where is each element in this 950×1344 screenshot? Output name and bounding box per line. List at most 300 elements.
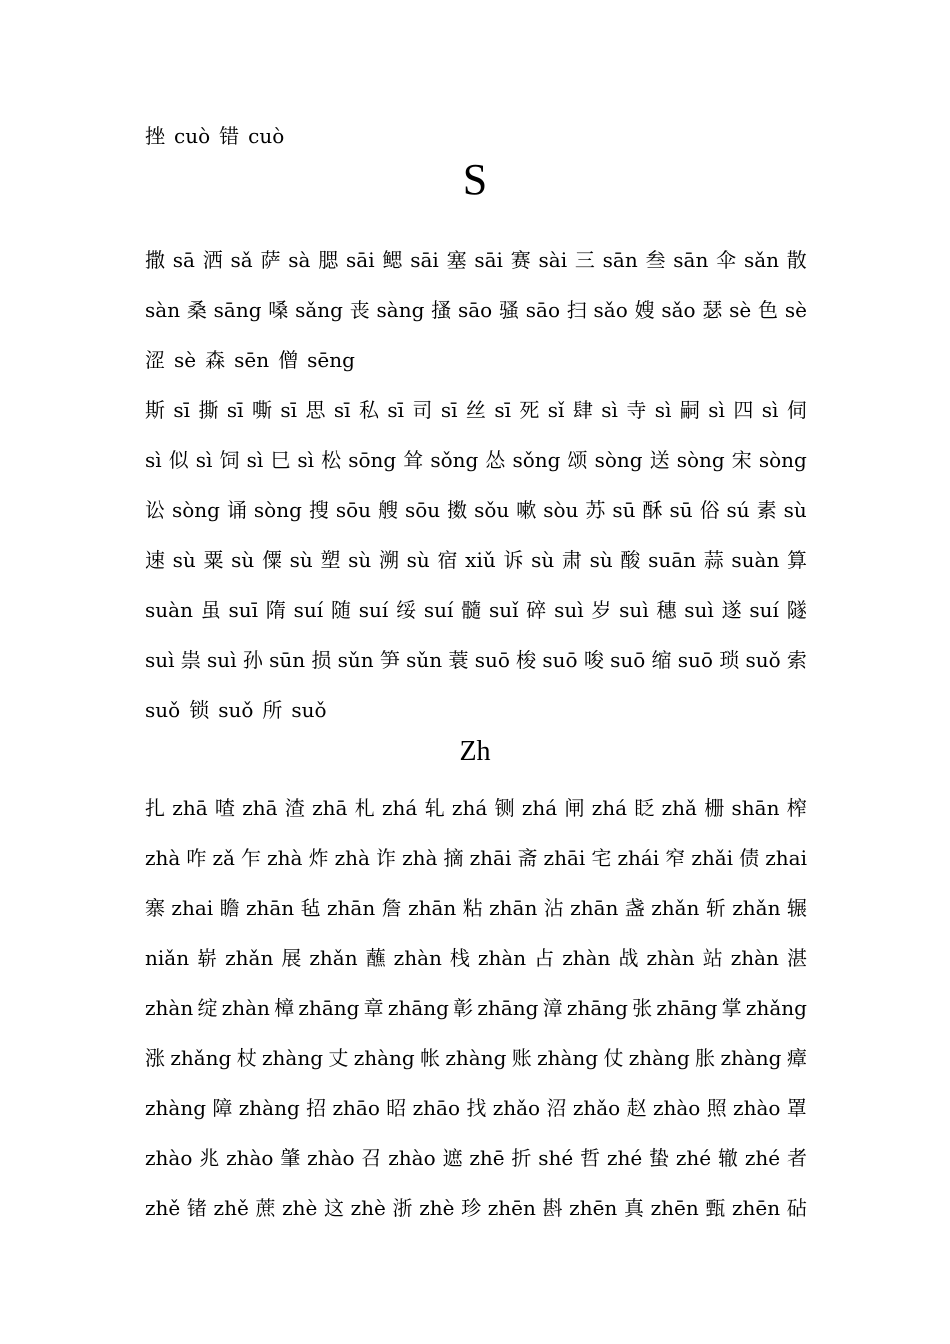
word-token: zhēn bbox=[732, 1196, 781, 1220]
word-token: sì bbox=[708, 398, 725, 422]
word-token: zhàn bbox=[562, 946, 611, 970]
word-token: sūn bbox=[269, 648, 306, 672]
word-token: zhàn bbox=[477, 946, 527, 970]
word-token: 孙 bbox=[242, 648, 263, 672]
word-token: zhà bbox=[267, 846, 303, 870]
section-heading-s: S bbox=[462, 155, 488, 204]
word-token: 这 bbox=[324, 1196, 344, 1220]
word-token: 骚 bbox=[498, 298, 519, 322]
word-token: zhāi bbox=[469, 846, 512, 870]
word-token: 蒜 bbox=[703, 548, 724, 572]
word-token: 隧 bbox=[786, 598, 807, 622]
word-token: 站 bbox=[702, 946, 723, 970]
word-token: 似 bbox=[168, 448, 189, 472]
word-token: sù bbox=[589, 548, 613, 572]
word-token: 挫 bbox=[145, 124, 165, 148]
word-token: 嘶 bbox=[251, 398, 272, 422]
word-token: 渣 bbox=[284, 796, 305, 820]
word-token: 蛰 bbox=[649, 1146, 670, 1170]
word-token: 轧 bbox=[424, 796, 445, 820]
word-token: zhào bbox=[388, 1146, 436, 1170]
word-token: zhēn bbox=[650, 1196, 699, 1220]
text-line-cuo bbox=[145, 122, 807, 150]
word-token: sǒu bbox=[474, 498, 510, 522]
word-token: 债 bbox=[739, 846, 760, 870]
word-token: 擞 bbox=[447, 498, 468, 522]
word-token: 瑟 bbox=[702, 298, 723, 322]
word-token: shān bbox=[731, 796, 780, 820]
word-token: zhé bbox=[606, 1146, 643, 1170]
word-token: 沼 bbox=[546, 1096, 567, 1120]
word-token: 素 bbox=[756, 498, 777, 522]
word-token: 盏 bbox=[624, 896, 645, 920]
word-token: sǒng bbox=[430, 448, 479, 472]
word-token: sǒng bbox=[512, 448, 561, 472]
word-token: 琐 bbox=[719, 648, 740, 672]
word-token: zhá bbox=[591, 796, 628, 820]
word-token: sù bbox=[172, 548, 196, 572]
word-token: 遮 bbox=[442, 1146, 463, 1170]
word-token: zhàng bbox=[262, 1046, 324, 1070]
word-token: 障 bbox=[212, 1096, 233, 1120]
word-token: 榨 bbox=[786, 796, 807, 820]
word-token: suǒ bbox=[145, 698, 181, 722]
word-token: sǎn bbox=[743, 248, 780, 272]
word-token: sī bbox=[226, 398, 244, 422]
word-token: sī bbox=[333, 398, 351, 422]
word-token: zhà bbox=[145, 846, 181, 870]
word-token: 四 bbox=[733, 398, 754, 422]
word-token: 粘 bbox=[462, 896, 483, 920]
word-token: zhàng bbox=[720, 1046, 782, 1070]
word-token: sù bbox=[783, 498, 807, 522]
word-token: 俗 bbox=[699, 498, 720, 522]
word-token: 诉 bbox=[503, 548, 524, 572]
word-token: 折 bbox=[511, 1146, 532, 1170]
word-token: zhàng bbox=[628, 1046, 690, 1070]
word-token: zhái bbox=[617, 846, 660, 870]
word-token: 宅 bbox=[591, 846, 612, 870]
text-line bbox=[145, 346, 807, 374]
word-token: 胀 bbox=[695, 1046, 716, 1070]
word-token: zhǎn bbox=[732, 896, 781, 920]
word-token: zhān bbox=[408, 896, 457, 920]
word-token: sù bbox=[231, 548, 255, 572]
word-token: 松 bbox=[321, 448, 342, 472]
word-token: 赛 bbox=[510, 248, 531, 272]
word-token: 司 bbox=[412, 398, 433, 422]
word-token: 萨 bbox=[260, 248, 281, 272]
word-token: 扫 bbox=[566, 298, 587, 322]
word-token: sǔn bbox=[337, 648, 374, 672]
word-token: 鳃 bbox=[382, 248, 403, 272]
word-token: 章 bbox=[363, 996, 384, 1020]
word-token: 碎 bbox=[526, 598, 547, 622]
word-token: sǎo bbox=[661, 298, 696, 322]
word-token: zhàng bbox=[537, 1046, 599, 1070]
word-token: zhàn bbox=[393, 946, 442, 970]
word-token: sì bbox=[654, 398, 672, 422]
word-token: 耸 bbox=[403, 448, 424, 472]
word-token: 瞻 bbox=[219, 896, 240, 920]
word-token: 肆 bbox=[572, 398, 593, 422]
word-token: sì bbox=[601, 398, 618, 422]
word-token: 崭 bbox=[197, 946, 218, 970]
word-token: suān bbox=[648, 548, 697, 572]
word-token: 散 bbox=[786, 248, 807, 272]
word-token: sè bbox=[174, 348, 197, 372]
word-token: suì bbox=[207, 648, 237, 672]
word-token: 者 bbox=[786, 1146, 807, 1170]
word-token: sāo bbox=[457, 298, 493, 322]
word-token: 梭 bbox=[516, 648, 537, 672]
word-token: zhai bbox=[171, 896, 214, 920]
word-token: 私 bbox=[358, 398, 379, 422]
word-token: zhān bbox=[570, 896, 619, 920]
word-token: sōu bbox=[335, 498, 372, 522]
word-token: cuò bbox=[248, 124, 285, 148]
word-token: 宿 bbox=[437, 548, 458, 572]
word-token: 穗 bbox=[656, 598, 677, 622]
word-token: sòng bbox=[594, 448, 643, 472]
word-token: sòng bbox=[253, 498, 302, 522]
word-token: 岁 bbox=[591, 598, 612, 622]
word-token: suō bbox=[474, 648, 510, 672]
word-token: 伺 bbox=[786, 398, 807, 422]
word-token: sù bbox=[289, 548, 313, 572]
word-token: 酸 bbox=[620, 548, 641, 572]
word-token: sēng bbox=[307, 348, 355, 372]
word-token: zhào bbox=[145, 1146, 193, 1170]
word-token: 丧 bbox=[349, 298, 370, 322]
word-token: suí bbox=[423, 598, 454, 622]
word-token: zhé bbox=[675, 1146, 712, 1170]
word-token: 森 bbox=[205, 348, 226, 372]
word-token: zhàng bbox=[145, 1096, 207, 1120]
word-token: 死 bbox=[519, 398, 540, 422]
word-token: suī bbox=[228, 598, 259, 622]
word-token: 缩 bbox=[651, 648, 672, 672]
word-token: zhai bbox=[765, 846, 807, 870]
word-token: sù bbox=[531, 548, 555, 572]
word-token: 遂 bbox=[721, 598, 742, 622]
word-token: 斩 bbox=[705, 896, 726, 920]
word-token: 所 bbox=[262, 698, 283, 722]
word-token: 随 bbox=[330, 598, 351, 622]
word-token: suì bbox=[619, 598, 649, 622]
word-token: shé bbox=[538, 1146, 574, 1170]
word-token: 札 bbox=[354, 796, 375, 820]
word-token: sì bbox=[297, 448, 315, 472]
word-token: 找 bbox=[466, 1096, 487, 1120]
word-token: 哲 bbox=[580, 1146, 601, 1170]
word-token: zǎ bbox=[212, 846, 235, 870]
word-token: sēn bbox=[234, 348, 270, 372]
word-token: sōng bbox=[348, 448, 397, 472]
word-token: sī bbox=[440, 398, 458, 422]
word-token: 砧 bbox=[786, 1196, 807, 1220]
word-token: sū bbox=[612, 498, 636, 522]
text-line bbox=[145, 546, 807, 574]
word-token: zhāng bbox=[298, 996, 360, 1020]
word-token: zhá bbox=[521, 796, 558, 820]
word-token: zhǎn bbox=[309, 946, 358, 970]
word-token: 铡 bbox=[494, 796, 515, 820]
text-line bbox=[145, 696, 807, 724]
word-token: 讼 bbox=[145, 498, 165, 522]
word-token: zhā bbox=[242, 796, 278, 820]
text-line bbox=[145, 246, 807, 274]
word-token: 桑 bbox=[186, 298, 207, 322]
word-token: zhān bbox=[489, 896, 538, 920]
word-token: 闸 bbox=[564, 796, 585, 820]
word-token: 洒 bbox=[202, 248, 223, 272]
word-token: 诵 bbox=[226, 498, 247, 522]
word-token: zhà bbox=[334, 846, 370, 870]
word-token: zhàn bbox=[221, 996, 270, 1020]
word-token: 斋 bbox=[517, 846, 538, 870]
text-line bbox=[145, 1044, 807, 1072]
word-token: 战 bbox=[618, 946, 639, 970]
word-token: 撒 bbox=[145, 248, 165, 272]
word-token: sǎng bbox=[295, 298, 343, 322]
word-token: suí bbox=[293, 598, 324, 622]
word-token: zhè bbox=[350, 1196, 386, 1220]
word-token: zhàng bbox=[238, 1096, 300, 1120]
word-token: zhào bbox=[226, 1146, 274, 1170]
word-token: 乍 bbox=[241, 846, 262, 870]
text-line bbox=[145, 496, 807, 524]
word-token: 肇 bbox=[280, 1146, 301, 1170]
word-token: 斯 bbox=[145, 398, 165, 422]
word-token: sǎ bbox=[230, 248, 253, 272]
text-line bbox=[145, 646, 807, 674]
word-token: 巳 bbox=[270, 448, 291, 472]
word-token: 绥 bbox=[396, 598, 417, 622]
word-token: sǎo bbox=[593, 298, 628, 322]
word-token: 彰 bbox=[453, 996, 474, 1020]
word-token: suō bbox=[610, 648, 646, 672]
word-token: 兆 bbox=[199, 1146, 220, 1170]
word-token: zhǎn bbox=[651, 896, 700, 920]
word-token: zhàn bbox=[145, 996, 194, 1020]
word-token: sān bbox=[673, 248, 709, 272]
word-token: 锁 bbox=[189, 698, 210, 722]
word-token: 锗 bbox=[186, 1196, 207, 1220]
word-token: 摘 bbox=[443, 846, 464, 870]
word-token: zhēn bbox=[487, 1196, 536, 1220]
word-token: zhǎi bbox=[691, 846, 734, 870]
word-token: 展 bbox=[281, 946, 302, 970]
word-token: 髓 bbox=[461, 598, 482, 622]
word-token: suì bbox=[684, 598, 714, 622]
word-token: 账 bbox=[511, 1046, 532, 1070]
word-token: 寨 bbox=[145, 896, 165, 920]
word-token: 炸 bbox=[308, 846, 329, 870]
word-token: 三 bbox=[574, 248, 595, 272]
word-token: zhān bbox=[327, 896, 376, 920]
word-token: 酥 bbox=[642, 498, 663, 522]
word-token: 扎 bbox=[145, 796, 165, 820]
word-token: 浙 bbox=[392, 1196, 413, 1220]
word-token: sàng bbox=[376, 298, 425, 322]
word-token: 甄 bbox=[705, 1196, 726, 1220]
word-token: sè bbox=[729, 298, 752, 322]
word-token: sì bbox=[761, 398, 779, 422]
text-line bbox=[145, 596, 807, 624]
text-line bbox=[145, 446, 807, 474]
word-token: sòng bbox=[171, 498, 220, 522]
word-token: zhǎo bbox=[572, 1096, 621, 1120]
word-token: 蓑 bbox=[448, 648, 469, 672]
word-token: zhǎng bbox=[170, 1046, 232, 1070]
word-token: zhǎo bbox=[492, 1096, 541, 1120]
word-token: 珍 bbox=[461, 1196, 482, 1220]
word-token: zhāi bbox=[543, 846, 586, 870]
section-heading-zh: Zh bbox=[459, 736, 491, 767]
word-token: sù bbox=[348, 548, 372, 572]
word-token: 嗣 bbox=[679, 398, 700, 422]
word-token: 喳 bbox=[214, 796, 235, 820]
word-token: zhā bbox=[312, 796, 348, 820]
word-token: 樟 bbox=[274, 996, 295, 1020]
word-token: 嫂 bbox=[634, 298, 655, 322]
word-token: 僧 bbox=[278, 348, 299, 372]
word-token: 粟 bbox=[203, 548, 224, 572]
word-token: 召 bbox=[361, 1146, 382, 1170]
word-token: zhǎ bbox=[661, 796, 697, 820]
word-token: 窄 bbox=[665, 846, 686, 870]
word-token: sòng bbox=[758, 448, 807, 472]
word-token: 笋 bbox=[379, 648, 400, 672]
word-token: 祟 bbox=[180, 648, 201, 672]
word-token: sāi bbox=[474, 248, 503, 272]
word-token: 错 bbox=[219, 124, 240, 148]
word-token: sì bbox=[145, 448, 162, 472]
word-token: zhé bbox=[744, 1146, 781, 1170]
word-token: suì bbox=[145, 648, 175, 672]
word-token: 肃 bbox=[561, 548, 582, 572]
word-token: 栅 bbox=[704, 796, 725, 820]
word-token: sì bbox=[246, 448, 264, 472]
word-token: zhāo bbox=[412, 1096, 460, 1120]
word-token: 罩 bbox=[786, 1096, 807, 1120]
text-line bbox=[145, 894, 807, 922]
word-token: 涩 bbox=[145, 348, 165, 372]
word-token: zhāng bbox=[566, 996, 628, 1020]
word-token: 杖 bbox=[236, 1046, 257, 1070]
word-token: 腮 bbox=[318, 248, 339, 272]
word-token: 涨 bbox=[145, 1046, 165, 1070]
word-token: 色 bbox=[758, 298, 779, 322]
word-token: sàn bbox=[145, 298, 181, 322]
word-token: zhǎn bbox=[225, 946, 274, 970]
word-token: 速 bbox=[145, 548, 165, 572]
text-line bbox=[145, 844, 807, 872]
text-line bbox=[145, 1144, 807, 1172]
word-token: 湛 bbox=[786, 946, 807, 970]
word-token: 绽 bbox=[197, 996, 218, 1020]
word-token: sā bbox=[172, 248, 195, 272]
word-token: 塞 bbox=[446, 248, 467, 272]
word-token: suì bbox=[554, 598, 584, 622]
word-token: suí bbox=[749, 598, 779, 622]
word-token: zhān bbox=[245, 896, 295, 920]
word-token: sōu bbox=[404, 498, 441, 522]
word-token: zhāng bbox=[656, 996, 718, 1020]
word-token: 张 bbox=[632, 996, 653, 1020]
word-token: zhá bbox=[451, 796, 488, 820]
word-token: 寺 bbox=[626, 398, 647, 422]
word-token: zhāo bbox=[332, 1096, 380, 1120]
word-token: 搜 bbox=[308, 498, 329, 522]
word-token: 辙 bbox=[718, 1146, 738, 1170]
word-token: sāng bbox=[213, 298, 262, 322]
word-token: sǔn bbox=[406, 648, 443, 672]
word-token: 帐 bbox=[420, 1046, 441, 1070]
word-token: 赵 bbox=[626, 1096, 647, 1120]
text-line bbox=[145, 944, 807, 972]
word-token: 嗓 bbox=[268, 298, 289, 322]
word-token: zhào bbox=[733, 1096, 781, 1120]
word-token: 虽 bbox=[200, 598, 221, 622]
word-token: zhāng bbox=[387, 996, 449, 1020]
word-token: 丈 bbox=[328, 1046, 349, 1070]
word-token: zhǎng bbox=[745, 996, 807, 1020]
word-token: 苏 bbox=[585, 498, 606, 522]
word-token: 诈 bbox=[376, 846, 397, 870]
word-token: 塑 bbox=[320, 548, 341, 572]
word-token: 搔 bbox=[431, 298, 452, 322]
word-token: suǒ bbox=[291, 698, 327, 722]
word-token: zhà bbox=[402, 846, 438, 870]
word-token: 叁 bbox=[645, 248, 666, 272]
word-token: sī bbox=[387, 398, 405, 422]
word-token: 斟 bbox=[542, 1196, 563, 1220]
text-line bbox=[145, 1194, 807, 1222]
word-token: sī bbox=[494, 398, 511, 422]
word-token: zhè bbox=[282, 1196, 318, 1220]
word-token: xiǔ bbox=[465, 548, 496, 572]
word-token: 照 bbox=[706, 1096, 727, 1120]
word-token: 损 bbox=[311, 648, 332, 672]
word-token: 丝 bbox=[465, 398, 486, 422]
word-token: sāi bbox=[410, 248, 439, 272]
word-token: 宋 bbox=[731, 448, 752, 472]
word-token: suǒ bbox=[218, 698, 254, 722]
word-token: 嗽 bbox=[516, 498, 537, 522]
word-token: 漳 bbox=[542, 996, 563, 1020]
word-token: sà bbox=[288, 248, 311, 272]
text-line bbox=[145, 794, 807, 822]
word-token: zhào bbox=[307, 1146, 355, 1170]
word-token: 毡 bbox=[300, 896, 321, 920]
text-line bbox=[145, 396, 807, 424]
word-token: sù bbox=[406, 548, 430, 572]
word-token: niǎn bbox=[145, 946, 190, 970]
word-token: 撕 bbox=[198, 398, 219, 422]
word-token: sī bbox=[280, 398, 298, 422]
word-token: sān bbox=[602, 248, 638, 272]
word-token: zhàn bbox=[646, 946, 695, 970]
word-token: 隋 bbox=[265, 598, 286, 622]
word-token: sū bbox=[669, 498, 693, 522]
word-token: 仗 bbox=[603, 1046, 624, 1070]
word-token: zhào bbox=[652, 1096, 701, 1120]
word-token: 怂 bbox=[485, 448, 506, 472]
word-token: 伞 bbox=[716, 248, 737, 272]
word-token: zhě bbox=[145, 1196, 181, 1220]
